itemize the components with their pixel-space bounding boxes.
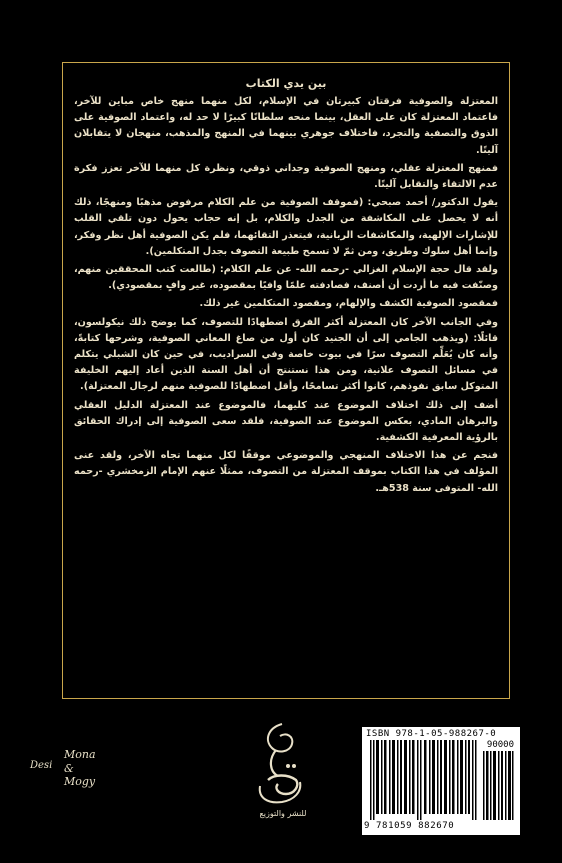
isbn-barcode	[362, 727, 520, 835]
designer-logo	[30, 748, 100, 788]
publisher-logo-subtitle: للنشر والتوزيع	[259, 809, 307, 818]
price-code: 90000	[486, 740, 514, 750]
blurb-paragraph-1: المعتزلة والصوفية فرقتان كبيرتان في الإسلام، لكل منهما منهج خاص مباين للآخر، فاعتماد المعتزلة كان على العقل، بينما منحه سلطانًا كبيرًا لا حد له، واعتماد الصوفية على الذوق والتصفية والتجرد، فاختلاف جوهري بينهما في المنهج والمذهب، منهجان لا يتقابلان آليتًا.	[74, 96, 498, 156]
designer-logo-part3: & Mogy	[64, 762, 96, 788]
blurb-paragraph-4: ولقد قال حجة الإسلام الغزالي -رحمه الله- عن علم الكلام: (طالعت كتب المحققين منهم، وصنّفت فيه ما أردت أن أصنف، فصادفته علمًا وافيًا بمقصوده، غير وافٍ بمقصودي).	[74, 264, 498, 292]
blurb-paragraph-2: فمنهج المعتزلة عقلي، ومنهج الصوفية وجداني ذوقي، ونظرة كل منهما للآخر تعزز فكرة عدم الالتقاء والتقابل آليتًا.	[74, 162, 498, 191]
publisher-logo	[238, 720, 328, 830]
ean-digits: 9 781059 882670	[364, 821, 455, 831]
designer-logo-part2: Mona	[64, 748, 96, 761]
ean-barcode-bars	[368, 740, 478, 820]
back-cover-blurb	[74, 76, 498, 686]
designer-logo-part1: Desi	[30, 760, 53, 771]
blurb-paragraph-5: فمقصود الصوفية الكشف والإلهام، ومقصود المتكلمين غير ذلك.	[199, 298, 498, 310]
publisher-logo-mark	[238, 720, 328, 830]
blurb-paragraph-7: أضف إلى ذلك اختلاف الموضوع عند كليهما، فالموضوع عند المعتزلة الدليل العقلي والبرهان المادي، بعكس الموضوع عند الصوفية، فلقد سعى الصوفية إلى إدراك الحقائق بالرؤية المعرفية الكشفية.	[74, 399, 498, 444]
blurb-paragraph-6: وفي الجانب الآخر كان المعتزلة أكثر الفرق اضطهادًا للتصوف، كما يوضح ذلك نيكولسون، قائلًا: (ويذهب الجامي إلى أن الجنيد كان أول من صاغ المعاني الصوفية، وشرحها كتابةً، وأنه كان يُعَلِّم التصوف سرًا في بيوت خاصة وفي السراديب، في حين كان الشبلي يتكلم في مسائل التصوف علانية، ومن هذا نستنتج أن أهل السنة الذين أعاد إليهم الخليفة المتوكل سابق نفوذهم، كانوا أكثر تسامحًا، وأقل اضطهادًا للصوفية منهم لرجال المعتزلة).	[74, 316, 498, 393]
blurb-title: بين يدي الكتاب	[245, 77, 327, 90]
price-barcode-bars	[482, 751, 514, 820]
blurb-paragraph-3: يقول الدكتور/ أحمد صبحي: (فموقف الصوفية من علم الكلام مرفوض مذهبًا ومنهجًا، ذلك أنه لا يحصل على المكاشفة من الجدل والكلام، بل إنه حجاب يحول دون تلقي القلب للإشارات الإلهية، والمكاشفات الربانية، فيتعذر التقائهما، فلم يكن الصوفية أهل نظر وفكر، وإنما أهل سلوك وطريق، ومن ثمّ لا تسمح طبيعة التصوف بجدل المتكلمين).	[74, 197, 498, 257]
isbn-number: ISBN 978-1-05-988267-0	[366, 729, 497, 739]
blurb-paragraph-8: فنجم عن هذا الاختلاف المنهجي والموضوعي موقفًا لكل منهما تجاه الآخر، ولقد عنى المؤلف في هذا الكتاب بموقف المعتزلة من التصوف، ممثلًا عنهم الإمام الزمخشري -رحمه الله- المتوفى سنة 538هـ.	[74, 450, 498, 494]
